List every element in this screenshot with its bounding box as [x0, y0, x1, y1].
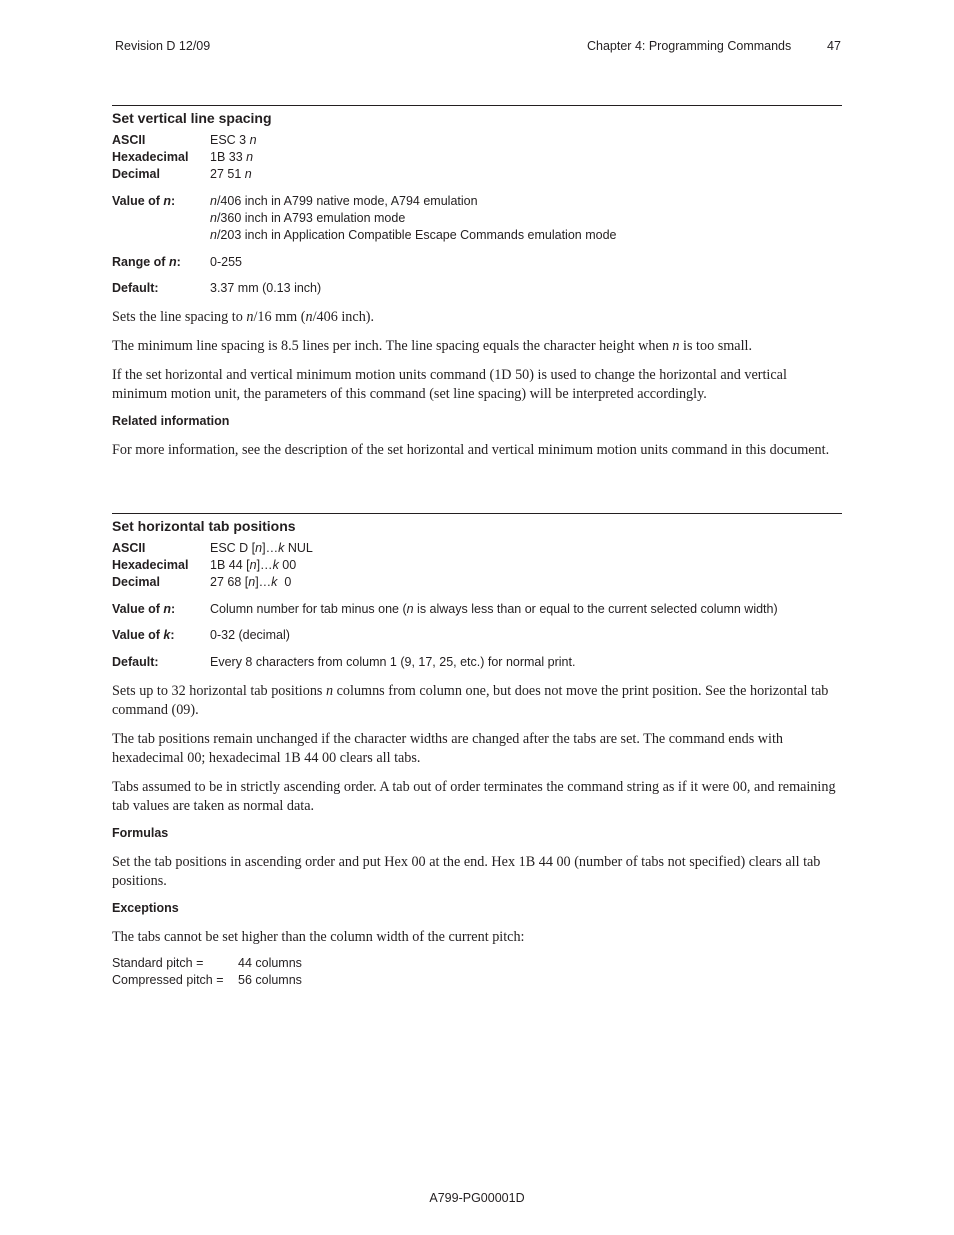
pitch-value: 44 columns — [238, 956, 302, 970]
body-paragraph: Sets the line spacing to n/16 mm (n/406 inch). — [112, 309, 375, 325]
decimal-label: Decimal — [112, 575, 160, 589]
body-paragraph: The tabs cannot be set higher than the column width of the current pitch: — [112, 929, 525, 945]
value-n-value: Column number for tab minus one (n is always less than or equal to the current selected column width) — [210, 602, 778, 616]
pitch-value: 56 columns — [238, 973, 302, 987]
default-value: 3.37 mm (0.13 inch) — [210, 281, 322, 295]
header-page-number: 47 — [827, 39, 841, 53]
header-chapter: Chapter 4: Programming Commands — [587, 39, 792, 53]
hex-value: 1B 33 n — [210, 150, 254, 164]
value-k-value: 0-32 (decimal) — [210, 628, 290, 642]
body-paragraph: The minimum line spacing is 8.5 lines per inch. The line spacing equals the character height when n is too small. — [112, 338, 753, 354]
value-n-line: n/203 inch in Application Compatible Escape Commands emulation mode — [210, 228, 617, 242]
default-value: Every 8 characters from column 1 (9, 17, 25, etc.) for normal print. — [210, 655, 576, 669]
section-title: Set horizontal tab positions — [112, 518, 296, 534]
value-n-line: n/406 inch in A799 native mode, A794 emulation — [210, 194, 478, 208]
hex-label: Hexadecimal — [112, 558, 189, 572]
header-revision: Revision D 12/09 — [115, 39, 211, 53]
pitch-label: Standard pitch = — [112, 956, 204, 970]
formulas-heading: Formulas — [112, 826, 169, 840]
default-label: Default: — [112, 655, 159, 669]
value-n-label: Value of n: — [112, 194, 176, 208]
body-paragraph: Sets up to 32 horizontal tab positions n columns from column one, but does not move the print position. See the horizontal tab command (09). — [112, 683, 829, 718]
body-paragraph: The tab positions remain unchanged if the character widths are changed after the tabs are set. The command ends with hexadecimal 00; hexadecimal 1B 44 00 clears all tabs. — [112, 731, 784, 766]
decimal-value: 27 68 [n]…k 0 — [210, 575, 292, 589]
section-divider — [112, 513, 842, 514]
value-n-line: n/360 inch in A793 emulation mode — [210, 211, 406, 225]
ascii-label: ASCII — [112, 133, 146, 147]
value-k-label: Value of k: — [112, 628, 175, 642]
pitch-label: Compressed pitch = — [112, 973, 224, 987]
ascii-value: ESC 3 n — [210, 133, 257, 147]
decimal-label: Decimal — [112, 167, 160, 181]
range-label: Range of n: — [112, 255, 181, 269]
value-n-label: Value of n: — [112, 602, 176, 616]
footer-doc-id: A799-PG00001D — [429, 1191, 525, 1205]
default-label: Default: — [112, 281, 159, 295]
body-paragraph: Set the tab positions in ascending order and put Hex 00 at the end. Hex 1B 44 00 (number of tabs not specified) clears all tab positions. — [112, 854, 821, 889]
body-paragraph: Tabs assumed to be in strictly ascending order. A tab out of order terminates the command string as if it were 00, and remaining tab values are taken as normal data. — [112, 779, 836, 814]
section-title: Set vertical line spacing — [112, 110, 272, 126]
hex-label: Hexadecimal — [112, 150, 189, 164]
decimal-value: 27 51 n — [210, 167, 252, 181]
exceptions-heading: Exceptions — [112, 901, 179, 915]
body-paragraph: If the set horizontal and vertical minimum motion units command (1D 50) is used to change the horizontal and vertical minimum motion unit, the parameters of this command (set line spacing) will be interpreted accordingly. — [112, 367, 787, 402]
body-paragraph: For more information, see the description of the set horizontal and vertical minimum motion units command in this document. — [112, 442, 830, 458]
ascii-label: ASCII — [112, 541, 146, 555]
ascii-value: ESC D [n]…k NUL — [210, 541, 313, 555]
hex-value: 1B 44 [n]…k 00 — [210, 558, 297, 572]
related-info-heading: Related information — [112, 414, 230, 428]
section-divider — [112, 105, 842, 106]
range-value: 0-255 — [210, 255, 242, 269]
